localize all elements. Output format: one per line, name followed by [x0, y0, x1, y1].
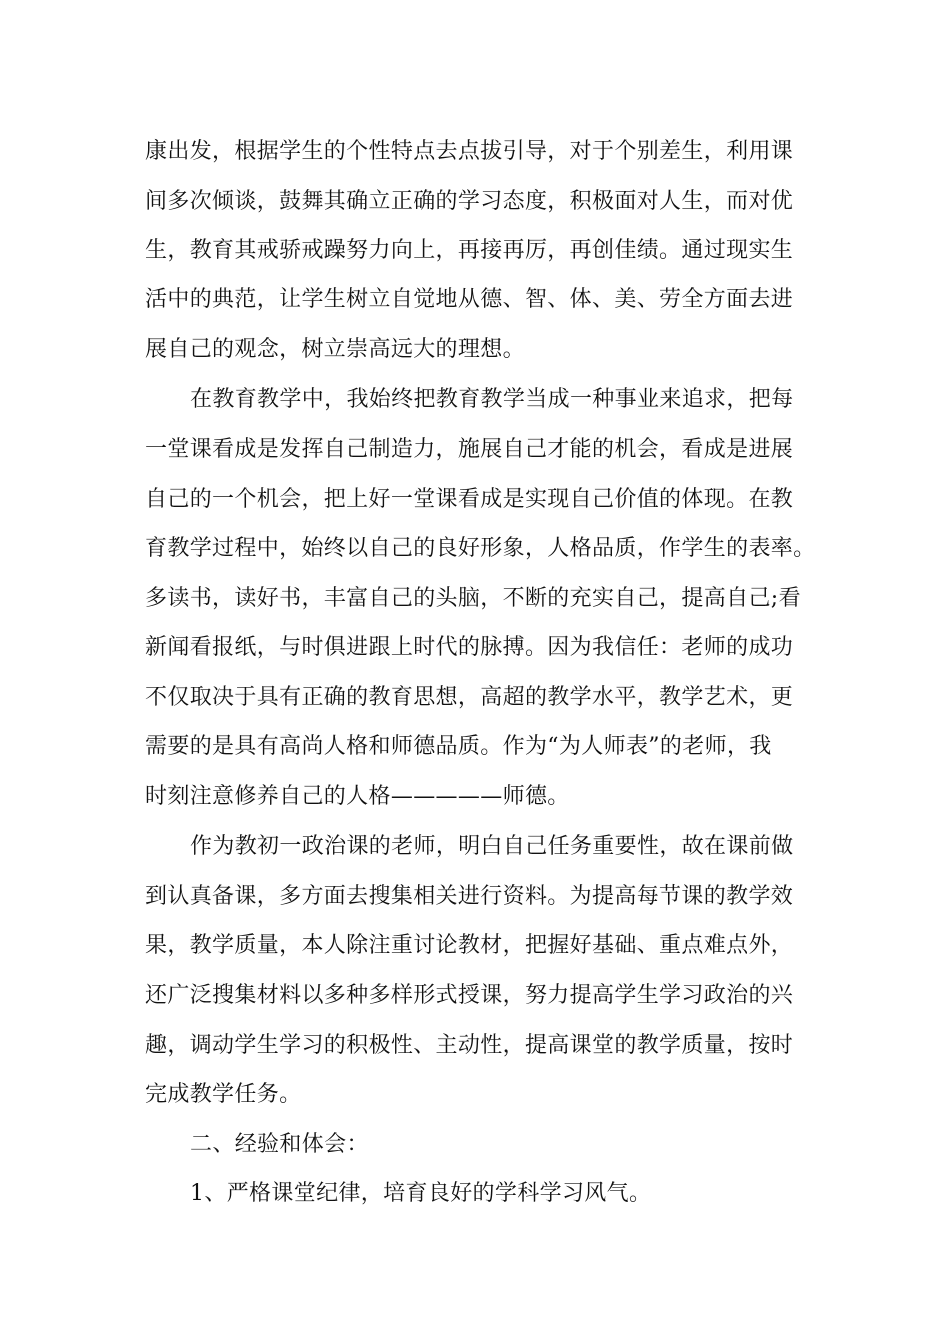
paragraph-first-line: 在教育教学中，我始终把教育教学当成一种事业来追求，把每: [190, 387, 794, 412]
text-line: 趣，调动学生学习的积极性、主动性，提高课堂的教学质量，按时: [145, 1033, 794, 1058]
text-line: 间多次倾谈，鼓舞其确立正确的学习态度，积极面对人生，而对优: [145, 189, 794, 214]
text-line: 育教学过程中，始终以自己的良好形象，人格品质，作学生的表率。: [145, 536, 816, 561]
text-line: 生，教育其戒骄戒躁努力向上，再接再厉，再创佳绩。通过现实生: [145, 238, 794, 263]
text-line: 需要的是具有高尚人格和师德品质。作为“为人师表”的老师，我: [145, 734, 772, 759]
paragraph-first-line: 作为教初一政治课的老师，明白自己任务重要性，故在课前做: [190, 834, 794, 859]
section-heading: 二、经验和体会：: [190, 1132, 369, 1157]
text-line: 新闻看报纸，与时俱进跟上时代的脉搏。因为我信任：老师的成功: [145, 635, 794, 660]
list-item: 1、严格课堂纪律，培育良好的学科学习风气。: [190, 1181, 652, 1206]
text-line: 果，教学质量，本人除注重讨论教材，把握好基础、重点难点外，: [145, 933, 794, 958]
text-line: 康出发，根据学生的个性特点去点拔引导，对于个别差生，利用课: [145, 139, 794, 164]
text-line: 到认真备课，多方面去搜集相关进行资料。为提高每节课的教学效: [145, 884, 794, 909]
text-line: 完成教学任务。: [145, 1082, 302, 1107]
text-line: 还广泛搜集材料以多种多样形式授课，努力提高学生学习政治的兴: [145, 983, 794, 1008]
text-line: 一堂课看成是发挥自己制造力，施展自己才能的机会，看成是进展: [145, 437, 794, 462]
text-line: 不仅取决于具有正确的教育思想，高超的教学水平，教学艺术，更: [145, 685, 794, 710]
text-line: 时刻注意修养自己的人格—————师德。: [145, 784, 570, 809]
text-line: 活中的典范，让学生树立自觉地从德、智、体、美、劳全方面去进: [145, 287, 794, 312]
text-line: 展自己的观念，树立崇高远大的理想。: [145, 337, 525, 362]
text-line: 多读书，读好书，丰富自己的头脑，不断的充实自己，提高自己;看: [145, 586, 801, 611]
text-line: 自己的一个机会，把上好一堂课看成是实现自己价值的体现。在教: [145, 487, 794, 512]
